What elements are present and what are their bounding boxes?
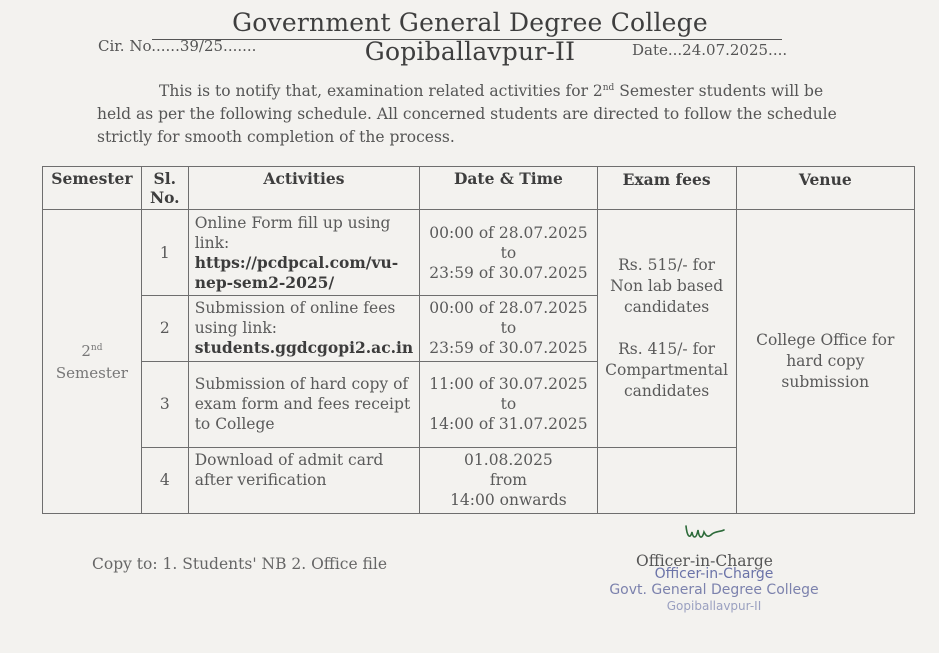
date-to: 23:59 of 30.07.2025 [429, 339, 588, 358]
semester-label: Semester [55, 363, 128, 382]
semester-superscript: nd [90, 342, 103, 353]
date-from: 00:00 of 28.07.2025 [429, 299, 588, 318]
date-join: to [500, 319, 517, 338]
fee-line: Non lab based [610, 276, 724, 295]
date-time-cell [420, 296, 597, 361]
date-join: to [500, 395, 517, 414]
stamp-line: Officer-in-Charge [654, 566, 774, 582]
notice-text-start: This is to notify that, examination related activities for 2 [159, 82, 603, 100]
fee-line: Rs. 515/- for [618, 255, 716, 274]
activity-cell: Download of admit card after verification [188, 447, 419, 513]
official-stamp [600, 566, 828, 614]
venue-line: submission [781, 373, 870, 392]
circular-date: Date...24.07.2025.... [632, 41, 788, 59]
semester-cell [43, 210, 142, 514]
exam-fees-empty-cell [597, 447, 736, 513]
header-date-time: Date & Time [420, 167, 597, 210]
sl-no-cell: 2 [141, 296, 188, 361]
date-time-cell [420, 447, 597, 513]
venue-line: College Office for [756, 331, 895, 350]
sl-no-cell: 1 [141, 210, 188, 296]
notice-superscript: nd [602, 82, 615, 93]
venue-line: hard copy [786, 352, 865, 371]
date-time-cell [420, 210, 597, 296]
header-activities: Activities [188, 167, 419, 210]
form-fill-link[interactable]: https://pcdpcal.com/vu-nep-sem2-2025/ [194, 252, 399, 292]
copy-to-line: Copy to: 1. Students' NB 2. Office file [92, 555, 388, 573]
header-semester: Semester [43, 167, 142, 210]
activity-text: Online Form fill up using link: [194, 213, 391, 252]
handwritten-signature-icon [682, 518, 728, 546]
sl-no-cell: 4 [141, 447, 188, 513]
header-sl-no: Sl. No. [141, 167, 188, 210]
college-title: Government General Degree College Gopiballavpur-II [232, 8, 708, 66]
officer-title: Officer-in-Charge [636, 552, 773, 570]
notice-paragraph [97, 80, 845, 149]
fee-line: candidates [623, 297, 710, 316]
header-exam-fees: Exam fees [597, 167, 736, 210]
date-to: 14:00 of 31.07.2025 [429, 415, 588, 434]
date-join: to [500, 243, 517, 262]
table-row [43, 210, 915, 296]
schedule-table [42, 166, 915, 514]
fees-link[interactable]: students.ggdcgopi2.ac.in [194, 338, 414, 358]
exam-fees-cell [597, 210, 736, 448]
activity-cell [188, 296, 419, 361]
notice-text [97, 80, 845, 149]
semester-number: 2 [81, 341, 91, 360]
sl-no-cell: 3 [141, 361, 188, 447]
fee-line: candidates [623, 381, 710, 400]
date-time-cell [420, 361, 597, 447]
date-to: 14:00 onwards [450, 491, 567, 510]
date-to: 23:59 of 30.07.2025 [429, 263, 588, 282]
date-join: from [489, 471, 528, 490]
date-from: 01.08.2025 [464, 451, 553, 470]
activity-cell: Submission of hard copy of exam form and fees receipt to College [188, 361, 419, 447]
date-from: 00:00 of 28.07.2025 [429, 223, 588, 242]
fee-line: Rs. 415/- for [618, 339, 716, 358]
activity-text: Submission of online fees using link: [194, 299, 396, 338]
circular-number: Cir. No......39/25....... [98, 37, 257, 55]
date-from: 11:00 of 30.07.2025 [429, 375, 588, 394]
table-header-row [43, 167, 915, 210]
notice-text-end: Semester students will be held as per the following schedule. All concerned students are directed to follow the schedule strictly for smooth completion of the process. [97, 82, 837, 146]
activity-cell [188, 210, 419, 296]
header-venue: Venue [736, 167, 914, 210]
venue-cell [736, 210, 914, 514]
stamp-line: Gopiballavpur-II [666, 599, 762, 613]
fee-line: Compartmental [605, 360, 729, 379]
stamp-line: Govt. General Degree College [609, 582, 819, 598]
